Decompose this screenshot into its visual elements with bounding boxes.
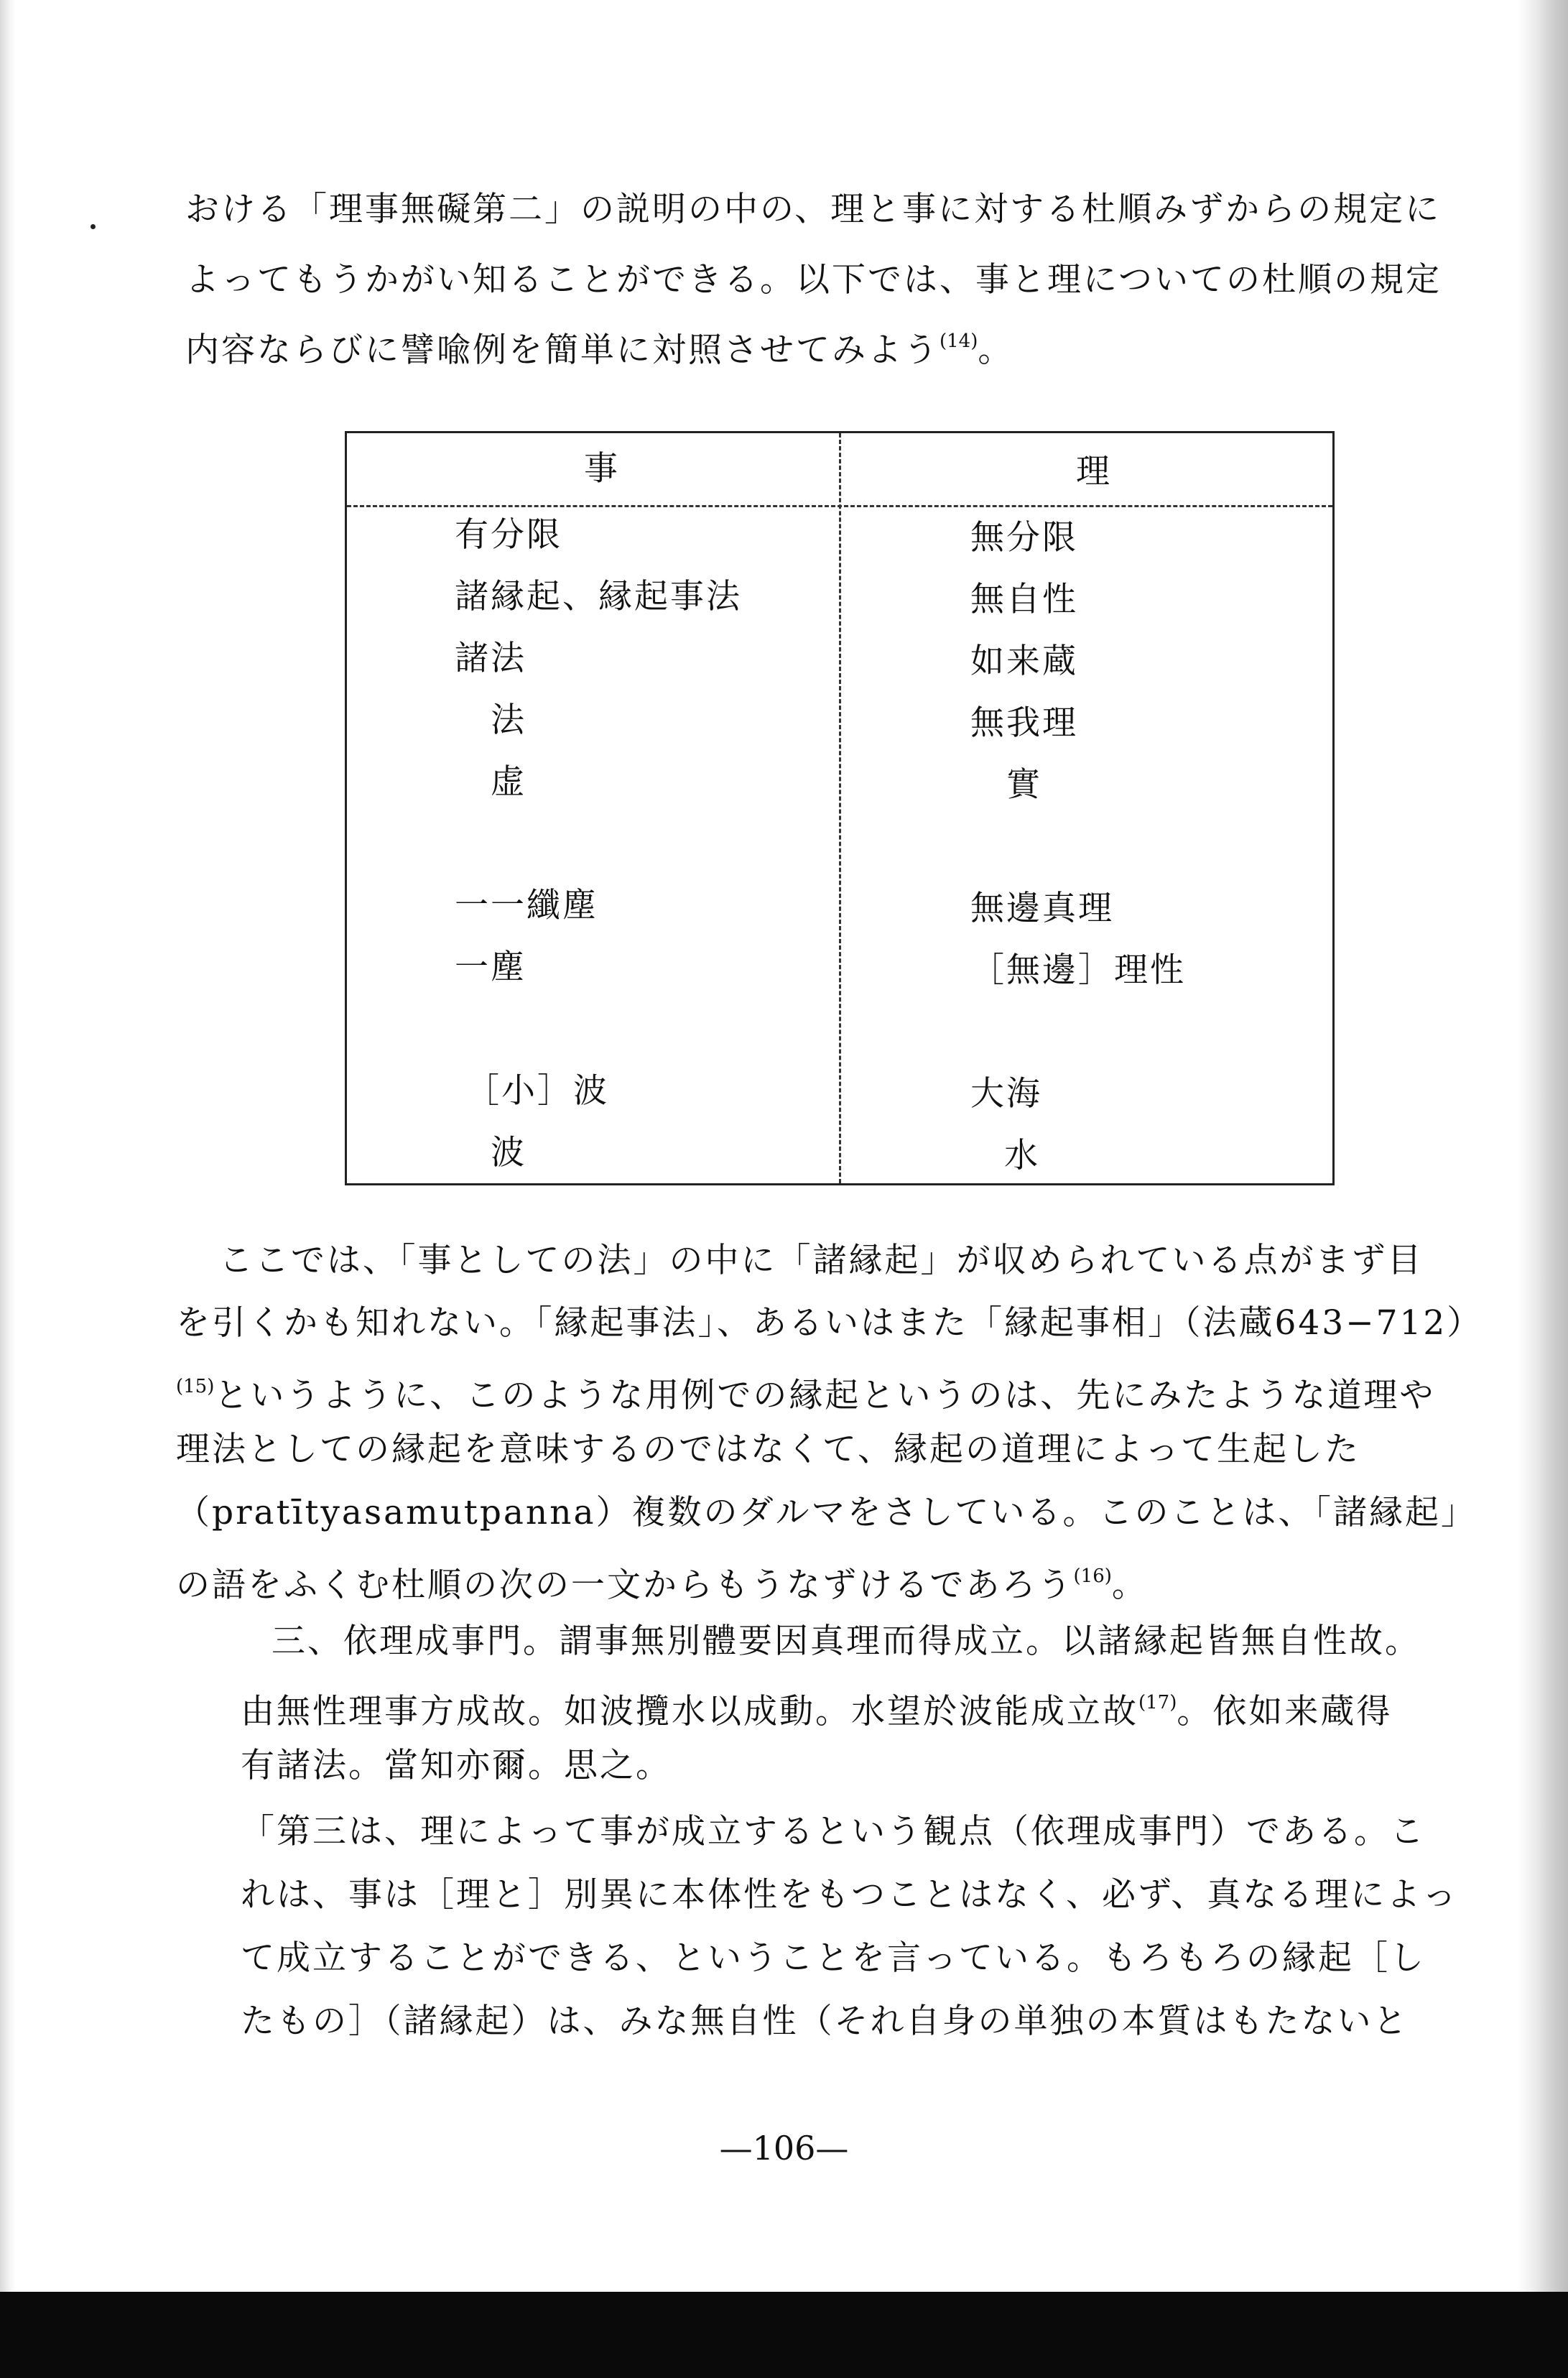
table-right-cell: 無自性 (970, 580, 1078, 619)
table-right-cell: 無分限 (970, 518, 1078, 558)
body-line-6-tail: 。 (1111, 1565, 1148, 1605)
comparison-table (345, 431, 1335, 1185)
intro-line-2: よってもうかがい知ることができる。以下では、事と理についての杜順の規定 (185, 260, 1442, 300)
table-right-cell: 水 (1004, 1136, 1040, 1175)
body-line-3-text: というように、このような用例での縁起というのは、先にみたような道理や (214, 1376, 1436, 1415)
footnote-ref-17: (17) (1138, 1692, 1177, 1713)
table-right-cell: 大海 (970, 1074, 1042, 1114)
footnote-ref-14: (14) (940, 330, 978, 352)
table-left-cell: 有分限 (455, 515, 562, 555)
stray-dot (91, 224, 96, 229)
table-right-cell: 實 (1006, 765, 1042, 805)
table-header-right: 理 (1076, 452, 1112, 491)
body-line-4: 理法としての縁起を意味するのではなくて、縁起の道理によって生起した (176, 1430, 1361, 1469)
intro-line-3-tail: 。 (978, 330, 1014, 370)
intro-line-1: おける「理事無礙第二」の説明の中の、理と事に対する杜順みずからの規定に (185, 190, 1442, 229)
translation-line-2: れは、事は［理と］別異に本体性をもつことはなく、必ず、真なる理によっ (241, 1875, 1459, 1915)
translation-line-1: 「第三は、理によって事が成立するという観点（依理成事門）である。こ (241, 1812, 1426, 1851)
table-left-cell: 諸縁起、縁起事法 (455, 577, 742, 616)
quote-line-3: 有諸法。當知亦爾。思之。 (241, 1746, 672, 1785)
table-right-cell: 無我理 (970, 703, 1078, 743)
table-left-cell: 諸法 (455, 639, 526, 678)
translation-line-4: たもの］（諸縁起）は、みな無自性（それ自身の単独の本質はもたないと (241, 2002, 1409, 2041)
quote-line-2 (241, 1681, 1392, 1734)
intro-line-3-text: 内容ならびに譬喩例を簡単に対照させてみよう (185, 330, 940, 370)
table-right-cell: ［無邊］理性 (970, 950, 1186, 990)
body-line-6 (176, 1555, 1148, 1607)
body-line-5: （pratītyasamutpanna）複数のダルマをさしている。このことは、「諸縁起」 (176, 1493, 1477, 1532)
scan-right-edge (1518, 0, 1568, 2292)
body-line-6-text: の語をふくむ杜順の次の一文からもうなずけるであろう (176, 1565, 1074, 1605)
table-header-left: 事 (584, 449, 620, 489)
table-left-cell: 虚 (491, 762, 526, 802)
scan-left-edge (0, 0, 16, 2292)
table-left-cell: ［小］波 (465, 1071, 609, 1111)
body-line-3 (176, 1365, 1435, 1417)
footnote-ref-16: (16) (1073, 1565, 1112, 1587)
page-number: —106— (719, 2129, 849, 2168)
table-right-cell: 無邊真理 (970, 889, 1114, 928)
table-left-cell: 法 (491, 700, 526, 740)
header-divider (347, 505, 1332, 507)
table-left-cell: 一一纖塵 (455, 886, 598, 925)
intro-line-3 (185, 320, 1013, 372)
body-line-1: ここでは、「事としての法」の中に「諸縁起」が収められている点がまず目 (219, 1241, 1424, 1280)
table-right-cell: 如来蔵 (970, 642, 1078, 681)
column-divider (839, 433, 841, 1183)
table-left-cell: 波 (491, 1133, 526, 1172)
footnote-ref-15: (15) (176, 1376, 215, 1397)
table-left-cell: 一塵 (455, 948, 526, 987)
scan-bottom-bar (0, 2292, 1568, 2378)
quote-line-1: 三、依理成事門。謂事無別體要因真理而得成立。以諸縁起皆無自性故。 (272, 1621, 1421, 1661)
quote-line-2-tail: 。依如来蔵得 (1177, 1692, 1393, 1731)
body-line-2: を引くかも知れない。「縁起事法」、あるいはまた「縁起事相」（法蔵643−712） (176, 1303, 1483, 1343)
quote-line-2-text: 由無性理事方成故。如波攬水以成動。水望於波能成立故 (241, 1692, 1138, 1731)
translation-line-3: て成立することができる、ということを言っている。もろもろの縁起［し (241, 1938, 1426, 1978)
